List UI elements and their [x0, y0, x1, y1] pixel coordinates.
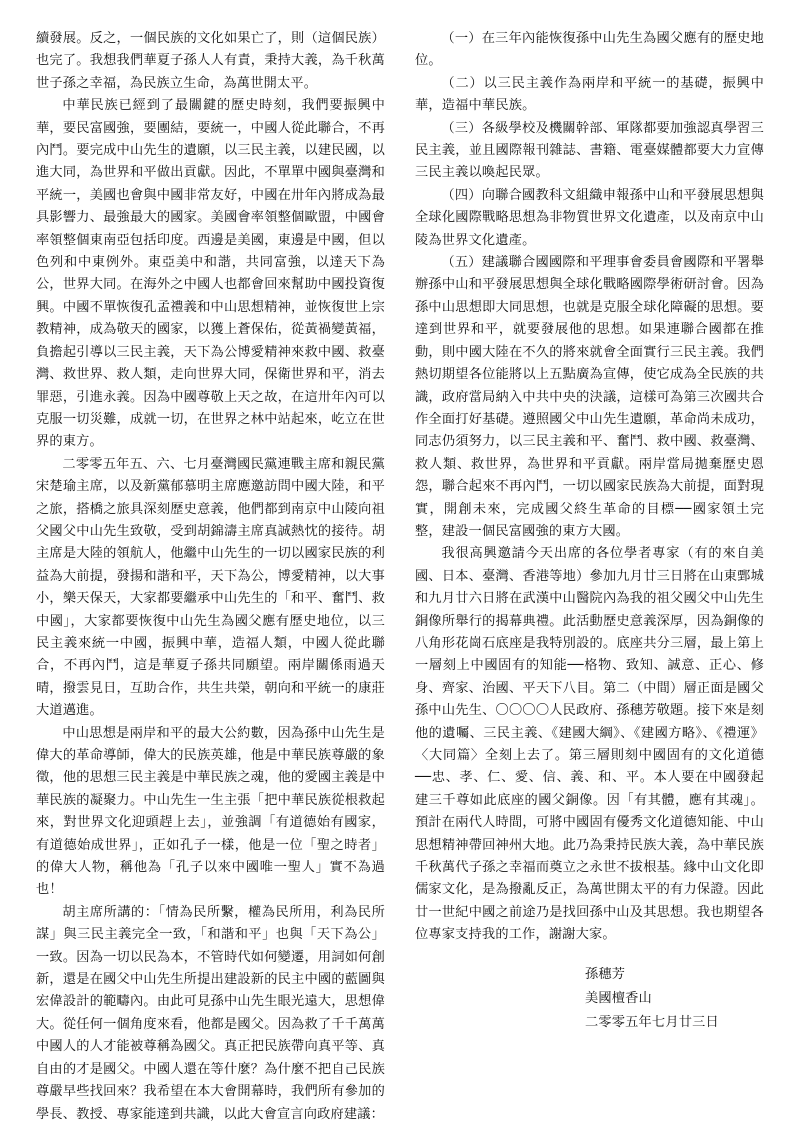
- signature-date: 二零零五年七月廿三日: [585, 1014, 719, 1030]
- paragraph: 中山思想是兩岸和平的最大公約數，因為孫中山先生是偉大的革命導師，偉大的民族英雄，他是中華民族尊嚴的象徵，他的思想三民主義是中華民族之魂，他的愛國主義是中華民族的凝聚力。中山先生一生主張「把中華民族從根救起來，對世界文化迎頭趕上去」，並強調「有道德始有國家，有道德始成世界」，正如孔子一樣，他是一位「聖之時者」的偉大人物，稱他為「孔子以來中國唯一聖人」實不為過也！: [36, 725, 385, 898]
- right-column-paragraphs: [415, 28, 764, 947]
- signature-block: [415, 963, 764, 1035]
- paragraph: （三）各級學校及機關幹部、軍隊都要加強認真學習三民主義，並且國際報刊雜誌、書籍、電臺媒體都要大力宣傳三民主義以喚起民眾。: [415, 120, 764, 181]
- paragraph: （五）建議聯合國國際和平理事會委員會國際和平署舉辦孫中山和平發展思想與全球化戰略國際學術研討會。因為孫中山思想即大同思想，也就是克服全球化障礙的思想。要達到世界和平，就要發展他的思想。如果連聯合國都在推動，則中國大陸在不久的將來就會全面實行三民主義。我們熱切期望各位能將以上五點廣為宣傳，使它成為全民族的共識，政府當局納入中共中央的決議，這樣可為第三次國共合作全面打好基礎。遵照國父中山先生遺願，革命尚未成功，同志仍須努力，以三民主義和平、奮鬥、救中國、救臺灣、救人類、救世界，為世界和平貢獻。兩岸當局拋棄歷史恩怨，聯合起來不再內鬥，一切以國家民族為大前提，面對現實，開創未來，完成國父終生革命的目標──國家領土完整，建設一個民富國強的東方大國。: [415, 255, 764, 539]
- paragraph: （四）向聯合國教科文組織申報孫中山和平發展思想與全球化國際戰略思想為非物質世界文化遺產，以及南京中山陵為世界文化遺產。: [415, 187, 764, 248]
- signature-name: 孫穗芳: [585, 966, 626, 982]
- right-column: [415, 28, 764, 1030]
- paragraph: （一）在三年內能恢復孫中山先生為國父應有的歷史地位。: [415, 31, 764, 69]
- paragraph: 胡主席所講的：「情為民所繫，權為民所用，利為民所謀」與三民主義完全一致，「和諧和平」也與「天下為公」一致。因為一切以民為本，不管時代如何變遷，用詞如何創新，還是在國父中山先生所提出建設新的民主中國的藍圖與宏偉設計的範疇內。由此可見孫中山先生眼光遠大，思想偉大。從任何一個角度來看，他都是國父。因為救了千千萬萬中國人的人才能被尊稱為國父。真正把民族帶向真平等、真自由的才是國父。中國人還在等什麼？為什麼不把自己民族尊嚴早些找回來？我希望在本大會開幕時，我們所有參加的學長、教授、專家能達到共識，以此大會宣言向政府建議：: [36, 904, 385, 1122]
- paragraph: 續發展。反之，一個民族的文化如果亡了，則（這個民族）也完了。我想我們華夏子孫人人有責，秉持大義，為千秋萬世子孫之幸福，為民族立生命，為萬世開太平。: [36, 31, 385, 91]
- paragraph: 中華民族已經到了最關鍵的歷史時刻，我們要振興中華，要民富國強，要團結，要統一，中國人從此聯合，不再內鬥。要完成中山先生的遺願，以三民主義，以建民國，以進大同，為世界和平做出貢獻。因此，不單單中國與臺灣和平統一，美國也會與中國非常友好，中國在卅年內將成為最具影響力、最強最大的國家。美國會率領整個歐盟，中國會率領整個東南亞包括印度。西邊是美國，東邊是中國，但以色列和中東例外。東亞美中和諧，共同富強，以達天下為公，世界大同。在海外之中國人也都會回來幫助中國投資復興。中國不單恢復孔孟禮義和中山思想精神，並恢復世上宗教精神，成為敬天的國家，以獲上蒼保佑，從黃禍變黃福，負擔起引導以三民主義，天下為公博愛精神來救中國、救臺灣、救世界、救人類，走向世界大同，保衛世界和平，消去罪惡，引進永義。因為中國尊敬上天之故，在這卅年內可以克服一切災難，成就一切，在世界之林中站起來，屹立在世界的東方。: [36, 98, 385, 450]
- signature-place: 美國檀香山: [585, 990, 652, 1006]
- left-column: [36, 28, 385, 1122]
- paragraph: 二零零五年五、六、七月臺灣國民黨連戰主席和親民黨宋楚瑜主席，以及新黨郁慕明主席應邀訪問中國大陸，和平之旅，搭橋之旅具深刻歷史意義，他們都到南京中山陵向祖父國父中山先生致敬，受到胡錦濤主席真誠熱忱的接待。胡主席是大陸的領航人，他繼中山先生的一切以國家民族的利益為大前提，發揚和諧和平，天下為公，博愛精神，以大事小，樂天保天，大家都要繼承中山先生的「和平、奮鬥、救中國」，大家都要恢復中山先生為國父應有歷史地位，以三民主義來統一中國，振興中華，造福人類，中國人從此聯合，不再內鬥，這是華夏子孫共同願望。兩岸關係雨過天晴，撥雲見日，互助合作，共生共榮，朝向和平統一的康莊大道邁進。: [36, 456, 385, 719]
- paragraph: 我很高興邀請今天出席的各位學者專家（有的來自美國、日本、臺灣、香港等地）參加九月廿三日將在山東鄄城和九月廿六日將在武漢中山醫院內為我的祖父國父中山先生銅像所舉行的揭幕典禮。此活動歷史意義深厚，因為銅像的八角形花崗石底座是我特別設的。底座共分三層，最上第上一層刻上中國固有的知能──格物、致知、誠意、正心、修身、齊家、治國、平天下八目。第二（中間）層正面是國父孫中山先生、〇〇〇〇人民政府、孫穗芳敬題。接下來是刻他的遺囑、三民主義、《建國大綱》、《建國方略》、《禮運》〈大同篇〉全刻上去了。第三層則刻中國固有的文化道德──忠、孝、仁、愛、信、義、和、平。本人要在中國發起建三千尊如此底座的國父銅像。因「有其體，應有其魂」。預計在兩代人時間，可將中國固有優秀文化道德知能、中山思想精神帶回神州大地。此乃為秉持民族大義，為中華民族千秋萬代子孫之幸福而奠立之永世不拔根基。緣中山文化即儒家文化，是為撥亂反正，為萬世開太平的有力保證。因此廿一世紀中國之前途乃是找回孫中山及其思想。我也期望各位專家支持我的工作，謝謝大家。: [415, 546, 764, 943]
- paragraph: （二）以三民主義作為兩岸和平統一的基礎，振興中華，造福中華民族。: [415, 75, 764, 114]
